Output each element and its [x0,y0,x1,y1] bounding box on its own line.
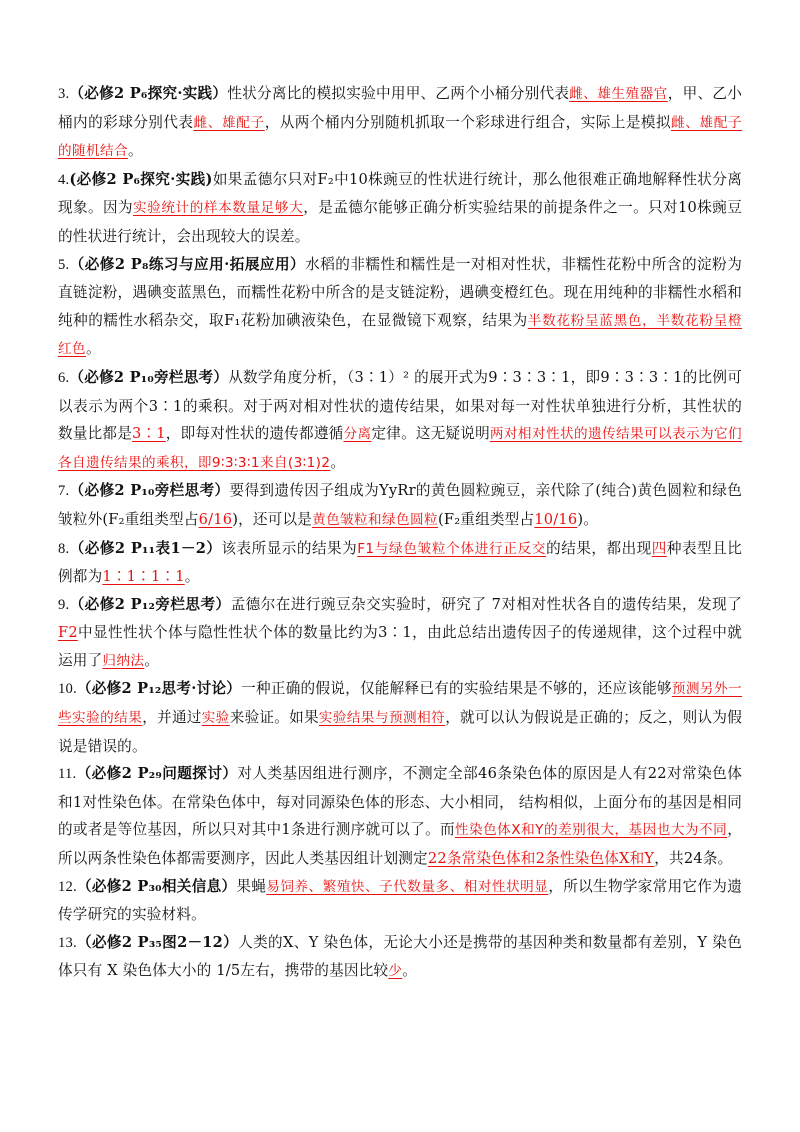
question-text: 来验证。如果 [229,709,319,727]
question-text: 。 [86,340,101,358]
question-text: 对人类基因组进行测序，不测定全部46条染色体的原因是人有22对常染色体和1对性染色体。在常染色体中，每对同源染色体的形态、大小相同， 结构相似，上面分布的基因是相同的或者是等位基因，所以只对其中1条进行测序就可以了。而 [58,765,742,839]
answer-blank: 雌、雄生殖器官 [569,86,668,102]
textbook-source: （必修2 P₁₂思考·讨论） [76,680,242,698]
question-text: 从数学角度分析，（3∶1）² 的展开式为9∶3∶3∶1，即9∶3∶3∶1的比例可以表示为两个3∶1的乘积。对于两对相对性状的遗传结果，如果对每一对性状单独进行分析，其性状的数量比都是 [58,368,742,443]
question-text: 。 [144,651,160,669]
question-number: 5. [58,256,70,273]
textbook-source: （必修2 P₁₁表1－2） [69,539,222,557]
question-text: ，甲、乙小桶内的彩球分别代表 [58,85,742,131]
question-item [58,364,742,477]
textbook-source: （必修2 P₁₀旁栏思考） [69,482,230,500]
answer-blank: 6/16 [198,510,233,528]
answer-blank: 半数花粉呈蓝黑色，半数花粉呈橙红色 [58,312,742,358]
textbook-source: （必修2 P₃₅图2－12） [76,933,239,951]
question-text: ，所以生物学家常用它作为遗传学研究的实验材料。 [58,877,743,924]
answer-blank: 雌、雄配子的随机结合 [58,114,743,160]
answer-blank: 22条常染色体和2条性染色体X和Y [427,850,655,868]
answer-blank: 黄色皱粒和绿色圆粒 [312,511,439,528]
question-item [58,477,742,534]
question-number: 12. [58,878,77,895]
question-text: ，是孟德尔能够正确分析实验结果的前提条件之一。只对10株豌豆的性状进行统计，会出现较大的误差。 [58,199,742,245]
textbook-source: （必修2 P₁₂旁栏思考） [69,595,231,613]
question-text: ，所以两条性染色体都需要测序，因此人类基因组计划测定 [58,821,743,868]
question-item [58,251,742,364]
question-item [58,535,742,591]
question-text: 的结果，都出现 [546,539,652,557]
answer-blank: 实验结果与预测相符 [318,710,446,727]
answer-blank: 两对相对性状的遗传结果可以表示为它们各自遗传结果的乘积，即9∶3∶3∶1来自(3∶1)2 [58,426,742,471]
question-text: 一种正确的假说，仅能解释已有的实验结果是不够的，还应该能够 [241,680,672,698]
answer-blank: 性染色体X和Y的差别很大，基因也大为不同 [454,822,728,839]
answer-blank: 1∶1∶1∶1 [102,568,185,586]
question-item [58,760,742,872]
question-text: 水稻的非糯性和糯性是一对相对性状，非糯性花粉中所含的淀粉为直链淀粉，遇碘变蓝黑色，而糯性花粉中所含的是支链淀粉，遇碘变橙红色。现在用纯种的非糯性水稻和纯种的糯性水稻杂交，取F₁花粉加碘液染色，在显微镜下观察，结果为 [58,255,742,329]
answer-blank: F1与绿色皱粒个体进行正反交 [357,540,547,557]
textbook-source: （必修2 P₈练习与应用·拓展应用） [69,255,306,273]
answer-blank: 10/16 [534,510,578,528]
question-text: (F₂重组类型占 [438,510,535,528]
textbook-source: （必修2 P₃₀相关信息） [76,877,237,895]
question-text: 人类的X、Y 染色体，无论大小还是携带的基因种类和数量都有差别，Y 染色体只有 X 染色体大小的 1/5左右，携带的基因比较 [58,933,742,980]
question-text: 。 [330,453,346,471]
answer-blank: 实验 [201,710,230,727]
question-text: 中显性性状个体与隐性性状个体的数量比约为3∶1，由此总结出遗传因子的传递规律，这个过程中就运用了 [58,624,742,669]
question-number: 4. [58,171,70,188]
question-number: 3. [58,86,70,102]
question-number: 13. [58,934,77,951]
question-text: 孟德尔在进行豌豆杂交实验时，研究了 7对相对性状各自的遗传结果，发现了 [230,595,743,613]
question-text: 。 [184,568,200,586]
question-number: 9. [58,596,70,613]
answer-blank: 实验统计的样本数量足够大 [132,200,304,217]
question-number: 10. [58,681,77,698]
textbook-source: （必修2 P₂₉问题探讨） [76,765,238,783]
question-number: 7. [58,483,70,500]
question-text: 定律。这无疑说明 [371,425,490,443]
question-item [58,929,742,986]
question-text: 。 [402,962,418,980]
question-item [58,873,742,929]
textbook-source: （必修2 P₆探究·实践） [69,85,228,102]
answer-blank: 四 [651,539,667,557]
question-list [58,80,742,986]
answer-blank: 雌、雄配子 [193,114,265,131]
question-item [58,675,742,760]
question-text: 如果孟德尔只对F₂中10株豌豆的性状进行统计，那么他很难正确地解释性状分离现象。因为 [58,170,742,217]
question-text: 该表所显示的结果为 [221,539,358,557]
question-text: ，就可以认为假说是正确的；反之，则认为假说是错误的。 [58,709,742,755]
question-text: ，即每对性状的遗传都遵循 [165,425,344,443]
textbook-source: （必修2 P₁₀旁栏思考） [69,368,229,386]
textbook-source: (必修2 P₆探究·实践) [69,170,213,188]
question-item [58,166,742,251]
answer-blank: F2 [58,624,78,642]
question-item [58,80,742,166]
question-text: )。 [577,510,599,528]
question-text: 种表型且比例都为 [58,539,742,586]
answer-blank: 分离 [343,426,372,443]
question-text: ，并通过 [142,709,202,727]
answer-blank: 3∶1 [132,425,166,443]
answer-blank: 易饲养、繁殖快、子代数量多、相对性状明显 [266,878,549,895]
question-text: 性状分离比的模拟实验中用甲、乙两个小桶分别代表 [227,85,570,102]
question-text: 。 [127,142,143,160]
question-text: ，从两个桶内分别随机抓取一个彩球进行组合，实际上是模拟 [264,113,672,131]
question-item [58,591,742,676]
answer-blank: 预测另外一些实验的结果 [58,681,743,727]
question-number: 8. [58,540,70,557]
question-text: )，还可以是 [232,510,313,528]
question-text: 要得到遗传因子组成为YyRr的黄色圆粒豌豆，亲代除了(纯合)黄色圆粒和绿色皱粒外(F₂重组类型占 [58,482,742,528]
question-text: 果蝇 [236,877,267,895]
answer-blank: 少 [388,963,403,980]
question-number: 11. [58,766,77,783]
answer-blank: 归纳法 [102,652,145,669]
question-number: 6. [58,369,70,386]
question-text: ，共24条。 [654,850,733,868]
